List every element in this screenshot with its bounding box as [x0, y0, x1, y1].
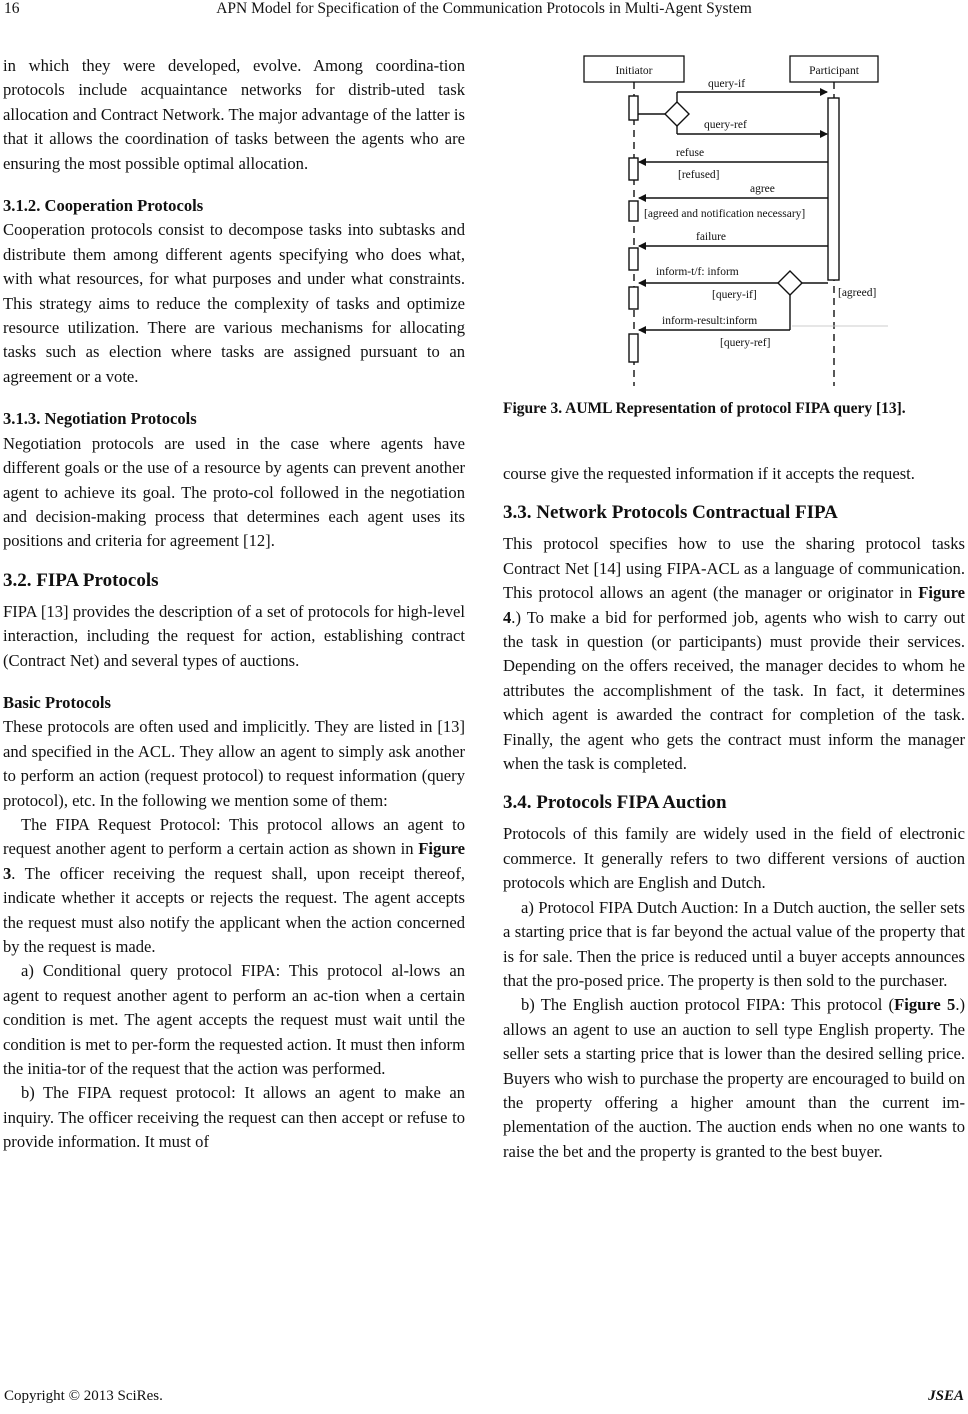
copyright-notice: Copyright © 2013 SciRes. — [4, 1388, 163, 1404]
initiator-activation — [629, 201, 638, 221]
left-column — [3, 54, 465, 1155]
heading-network-protocols: 3.3. Network Protocols Contractual FIPA — [503, 502, 838, 524]
msg-agree: agree — [750, 183, 775, 195]
heading-cooperation: 3.1.2. Cooperation Protocols — [3, 196, 204, 216]
page-number: 16 — [4, 0, 20, 17]
initiator-activation — [629, 248, 638, 270]
paragraph-intro: in which they were developed, evolve. Among coordina-tion protocols include acquaintance networks for distrib-uted task allocation and Contract Network. The major advantage of the latter is that it allows the coordination of tasks between the agents who are ensuring the most possible optimal allocation. — [3, 56, 465, 173]
msg-refused: [refused] — [678, 169, 720, 181]
heading-basic-protocols: Basic Protocols — [3, 692, 111, 712]
text-span: .) To make a bid for performed job, agents who wish to carry out the task in question (or participants) must provide their services. Depending on the offers received, the manager decides to whom he attributes the accomplishment of the task. In fact, it determines which agent is awarded the contract for completion of the task. Finally, the agent who gets the contract must inform the manager when the task is completed. — [503, 607, 965, 774]
initiator-activation — [629, 334, 638, 362]
running-title: APN Model for Specification of the Communication Protocols in Multi-Agent System — [216, 0, 752, 17]
paragraph-negotiation: Negotiation protocols are used in the case where agents have different goals or the use of a resource by agents can prevent another agent to achieve its goal. The proto-col followed in the negotiation and decision-making process that determines each agent uses its positions and criteria for agreement [12]. — [3, 433, 465, 551]
journal-abbrev: JSEA — [928, 1388, 964, 1404]
msg-refuse: refuse — [676, 147, 705, 159]
msg-agreed-notification: [agreed and notification necessary] — [644, 208, 806, 220]
msg-agreed: [agreed] — [838, 287, 877, 299]
figure-ref-5: Figure 5 — [894, 995, 956, 1015]
msg-query-if-condition: [query-if] — [712, 289, 757, 301]
participant-activation — [828, 98, 839, 280]
paragraph-network — [503, 532, 965, 776]
text-span: The FIPA Request Protocol: This protocol allows an agent to request another agent to perform a certain action as shown in — [3, 814, 465, 859]
msg-query-if: query-if — [708, 78, 746, 90]
paragraph-english-auction — [503, 993, 965, 1164]
initiator-label: Initiator — [615, 65, 653, 77]
decision-diamond-1 — [665, 102, 689, 126]
text-span: .) allows an agent to use an auction to sell type English property. The seller sets a starting price that is lower than the desired selling price. Buyers who wish to purchase the property are encouraged to build on the property offering a higher amount than the current im-plementation of the auction. The auction ends when no one wants to raise the bet and the property is granted to the best buyer. — [503, 995, 965, 1161]
text-span: . The officer receiving the request shall, upon receipt thereof, indicate whether it accepts or rejects the request. The agent accepts the request must also notify the applicant when the action concerned by the request is made. — [3, 863, 465, 956]
text-span: This protocol specifies how to use the sharing protocol tasks Contract Net [14] using FIPA-ACL as a language of communication. This protocol allows an agent (the manager or originator in — [503, 534, 965, 603]
msg-inform-tf: inform-t/f: inform — [656, 266, 739, 278]
msg-inform-result: inform-result:inform — [662, 315, 758, 327]
figure-ref-4: Figure 4 — [503, 583, 965, 627]
paragraph-continuation: course give the requested information if it accepts the request. — [503, 464, 915, 483]
paragraph-cooperation: Cooperation protocols consist to decompose tasks into subtasks and distribute them among different agents specifying who does what, with what resources, for what purposes and under what constraints. This strategy aims to reduce the complexity of tasks and optimize resource utilization. There are various mechanisms for allocating tasks such as election where tasks are assigned pursuant to an agreement or a vote. — [3, 220, 465, 386]
figure-ref-3: Figure 3 — [3, 839, 465, 883]
msg-failure: failure — [696, 231, 727, 243]
figure-3-caption: Figure 3. AUML Representation of protocol FIPA query [13]. — [503, 400, 906, 417]
paragraph-request — [3, 813, 465, 959]
heading-auction-protocols: 3.4. Protocols FIPA Auction — [503, 792, 727, 814]
heading-negotiation: 3.1.3. Negotiation Protocols — [3, 409, 197, 429]
paragraph-dutch-auction: a) Protocol FIPA Dutch Auction: In a Dutch auction, the seller sets a starting price that is far beyond the actual value of the property that is for sale. Then the price is reduced until a buyer accepts announces that the pro-posed price. The property is then sold to the purchaser. — [503, 897, 965, 990]
running-header — [4, 0, 964, 22]
initiator-activation — [629, 287, 638, 309]
participant-label: Participant — [809, 65, 859, 77]
msg-query-ref-condition: [query-ref] — [720, 337, 771, 349]
msg-query-ref: query-ref — [704, 119, 747, 131]
paragraph-fipa: FIPA [13] provides the description of a set of protocols for high-level interaction, including the request for action, establishing contract (Contract Net) and several types of auctions. — [3, 601, 465, 670]
paragraph-basic: These protocols are often used and implicitly. They are listed in [13] and specified in the ACL. They allow an agent to simply ask another to perform an action (request protocol) to request information (query protocol), etc. In the following we mention some of them: — [3, 717, 465, 810]
paragraph-auction: Protocols of this family are widely used in the field of electronic commerce. It generally refers to two different versions of auction protocols which are English and Dutch. — [503, 824, 965, 893]
paragraph-query: b) The FIPA request protocol: It allows an agent to make an inquiry. The officer receiving the request can then accept or refuse to provide information. It must of — [3, 1083, 465, 1152]
text-span: b) The English auction protocol FIPA: This protocol ( — [521, 995, 895, 1015]
initiator-activation — [629, 96, 638, 120]
initiator-activation — [629, 158, 638, 180]
decision-diamond-2 — [778, 271, 802, 295]
paragraph-conditional-query: a) Conditional query protocol FIPA: This protocol al-lows an agent to request another agent to perform an ac-tion when a certain condition is met. The agent accepts the request must wait until the condition is met to per-form the requested action. It must then inform the initia-tor of the request that the action was performed. — [3, 961, 465, 1079]
figure-3-auml-diagram — [570, 50, 900, 390]
figure-caption-block — [503, 398, 965, 420]
right-column — [503, 462, 965, 1164]
heading-fipa-protocols: 3.2. FIPA Protocols — [3, 569, 159, 591]
